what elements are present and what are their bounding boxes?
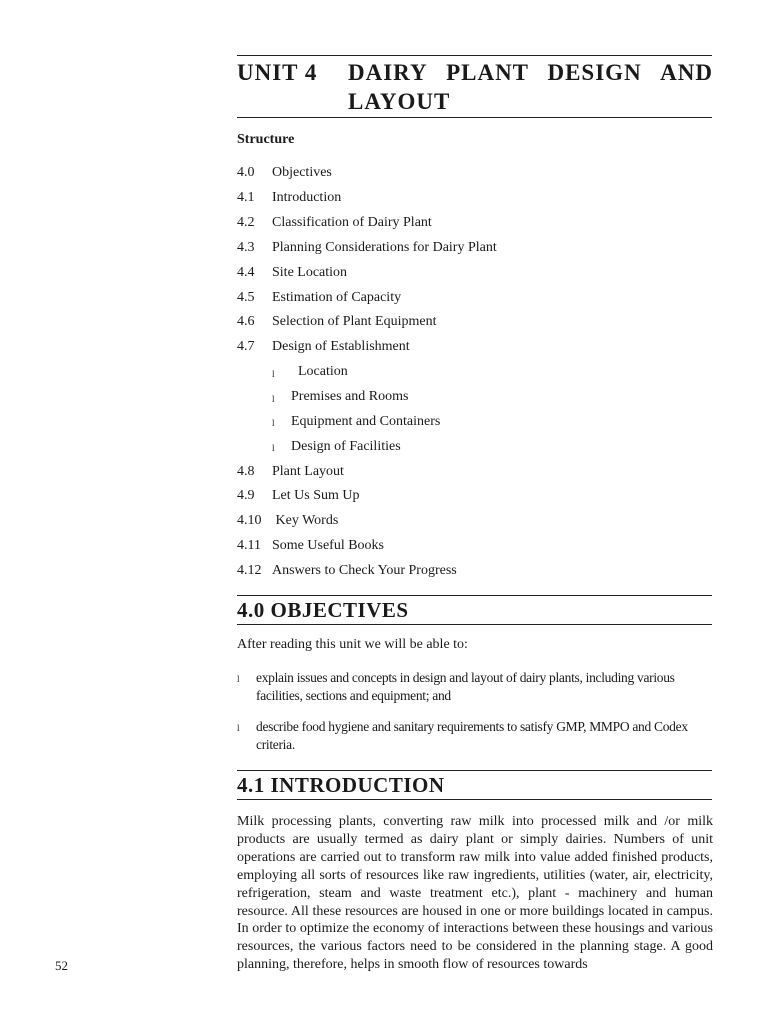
- structure-item-number: 4.12: [237, 562, 262, 578]
- structure-item-number: 4.0: [237, 165, 255, 181]
- bullet-icon: l: [237, 674, 240, 684]
- structure-item-number: 4.8: [237, 463, 255, 479]
- bullet-icon: l: [237, 723, 240, 733]
- structure-item-label: Key Words: [272, 513, 339, 529]
- objectives-heading: 4.0 OBJECTIVES: [237, 598, 409, 622]
- objective-item: [237, 669, 713, 704]
- structure-item-number: 4.10: [237, 513, 262, 529]
- unit-title-word: DESIGN: [547, 60, 642, 85]
- structure-item: [237, 459, 717, 484]
- structure-item: [237, 161, 717, 186]
- structure-item: [237, 260, 717, 285]
- introduction-heading: 4.1 INTRODUCTION: [237, 773, 445, 797]
- objective-text: describe food hygiene and sanitary requirements to satisfy GMP, MMPO and Codex criteria.: [256, 719, 688, 752]
- structure-item-number: 4.7: [237, 339, 255, 355]
- structure-item-label: Answers to Check Your Progress: [272, 562, 457, 578]
- unit-title-word: AND: [660, 60, 713, 85]
- structure-item: [237, 534, 717, 559]
- structure-item: [237, 385, 717, 410]
- structure-item: [237, 310, 717, 335]
- structure-item-label: Classification of Dairy Plant: [272, 215, 432, 231]
- structure-item-label: Some Useful Books: [272, 538, 384, 554]
- structure-item: [237, 409, 717, 434]
- structure-item-label: Planning Considerations for Dairy Plant: [272, 239, 497, 255]
- structure-item-number: 4.11: [237, 538, 261, 554]
- page-number: 52: [55, 958, 68, 973]
- structure-item-label: Let Us Sum Up: [272, 488, 360, 504]
- objectives-bottom-rule: [237, 624, 712, 625]
- structure-item-label: Design of Facilities: [291, 438, 401, 454]
- structure-item-number: 4.6: [237, 314, 255, 330]
- structure-item-label: Site Location: [272, 264, 348, 280]
- objective-item: [237, 718, 713, 753]
- structure-item: [237, 484, 717, 509]
- structure-item: [237, 434, 717, 459]
- objectives-top-rule: [237, 595, 712, 596]
- structure-item-number: 4.1: [237, 190, 255, 206]
- structure-item: [237, 211, 717, 236]
- structure-item: [237, 509, 717, 534]
- bullet-icon: l: [272, 368, 275, 379]
- bullet-icon: l: [272, 443, 275, 454]
- structure-item: [237, 335, 717, 360]
- structure-item-label: Design of Establishment: [272, 339, 410, 355]
- structure-item-label: Premises and Rooms: [291, 389, 409, 405]
- bullet-icon: l: [272, 418, 275, 429]
- structure-item-number: 4.5: [237, 289, 255, 305]
- structure-item-label: Introduction: [272, 190, 342, 206]
- objectives-intro: After reading this unit we will be able to:: [237, 637, 468, 652]
- structure-item: [237, 236, 717, 261]
- top-rule: [237, 55, 712, 56]
- introduction-paragraph: Milk processing plants, converting raw milk into processed milk and /or milk products are usually termed as dairy plant or simply dairies. Numbers of unit operations are carried out to transform raw milk into value added finished products, employing all sorts of resources like raw ingredients, utilities (water, air, electricity, refrigeration, steam and waste treatment etc.), plant - machinery and human resource. All these resources are housed in one or more buildings located in campus. In order to optimize the economy of interactions between these housings and various resources, the various factors need to be considered in the planning stage. A good planning, therefore, helps in smooth flow of resources towards: [237, 814, 713, 973]
- structure-item-number: 4.2: [237, 215, 255, 231]
- structure-item: [237, 559, 717, 584]
- bullet-icon: l: [272, 393, 275, 404]
- unit-title-line2: LAYOUT: [348, 89, 451, 114]
- structure-item-label: Selection of Plant Equipment: [272, 314, 437, 330]
- unit-number: UNIT 4: [237, 60, 318, 85]
- structure-list: [237, 161, 717, 583]
- structure-item-number: 4.3: [237, 239, 255, 255]
- structure-item: [237, 186, 717, 211]
- objective-text: explain issues and concepts in design and layout of dairy plants, including various facilities, sections and equipment; and: [256, 670, 675, 703]
- structure-item-number: 4.4: [237, 264, 255, 280]
- structure-item-label: Objectives: [272, 165, 332, 181]
- structure-heading: Structure: [237, 132, 295, 147]
- unit-title-line1: [348, 58, 713, 87]
- objectives-list: [237, 669, 713, 767]
- structure-item-label: Plant Layout: [272, 463, 344, 479]
- structure-item-label: Estimation of Capacity: [272, 289, 402, 305]
- structure-item-label: Equipment and Containers: [291, 413, 441, 429]
- structure-item: [237, 285, 717, 310]
- title-bottom-rule: [237, 117, 712, 118]
- unit-title: [237, 58, 713, 116]
- structure-item-number: 4.9: [237, 488, 255, 504]
- introduction-top-rule: [237, 770, 712, 771]
- structure-item-label: Location: [291, 364, 348, 380]
- unit-title-word: PLANT: [446, 60, 530, 85]
- introduction-bottom-rule: [237, 799, 712, 800]
- unit-title-word: DAIRY: [348, 60, 428, 85]
- structure-item: [237, 360, 717, 385]
